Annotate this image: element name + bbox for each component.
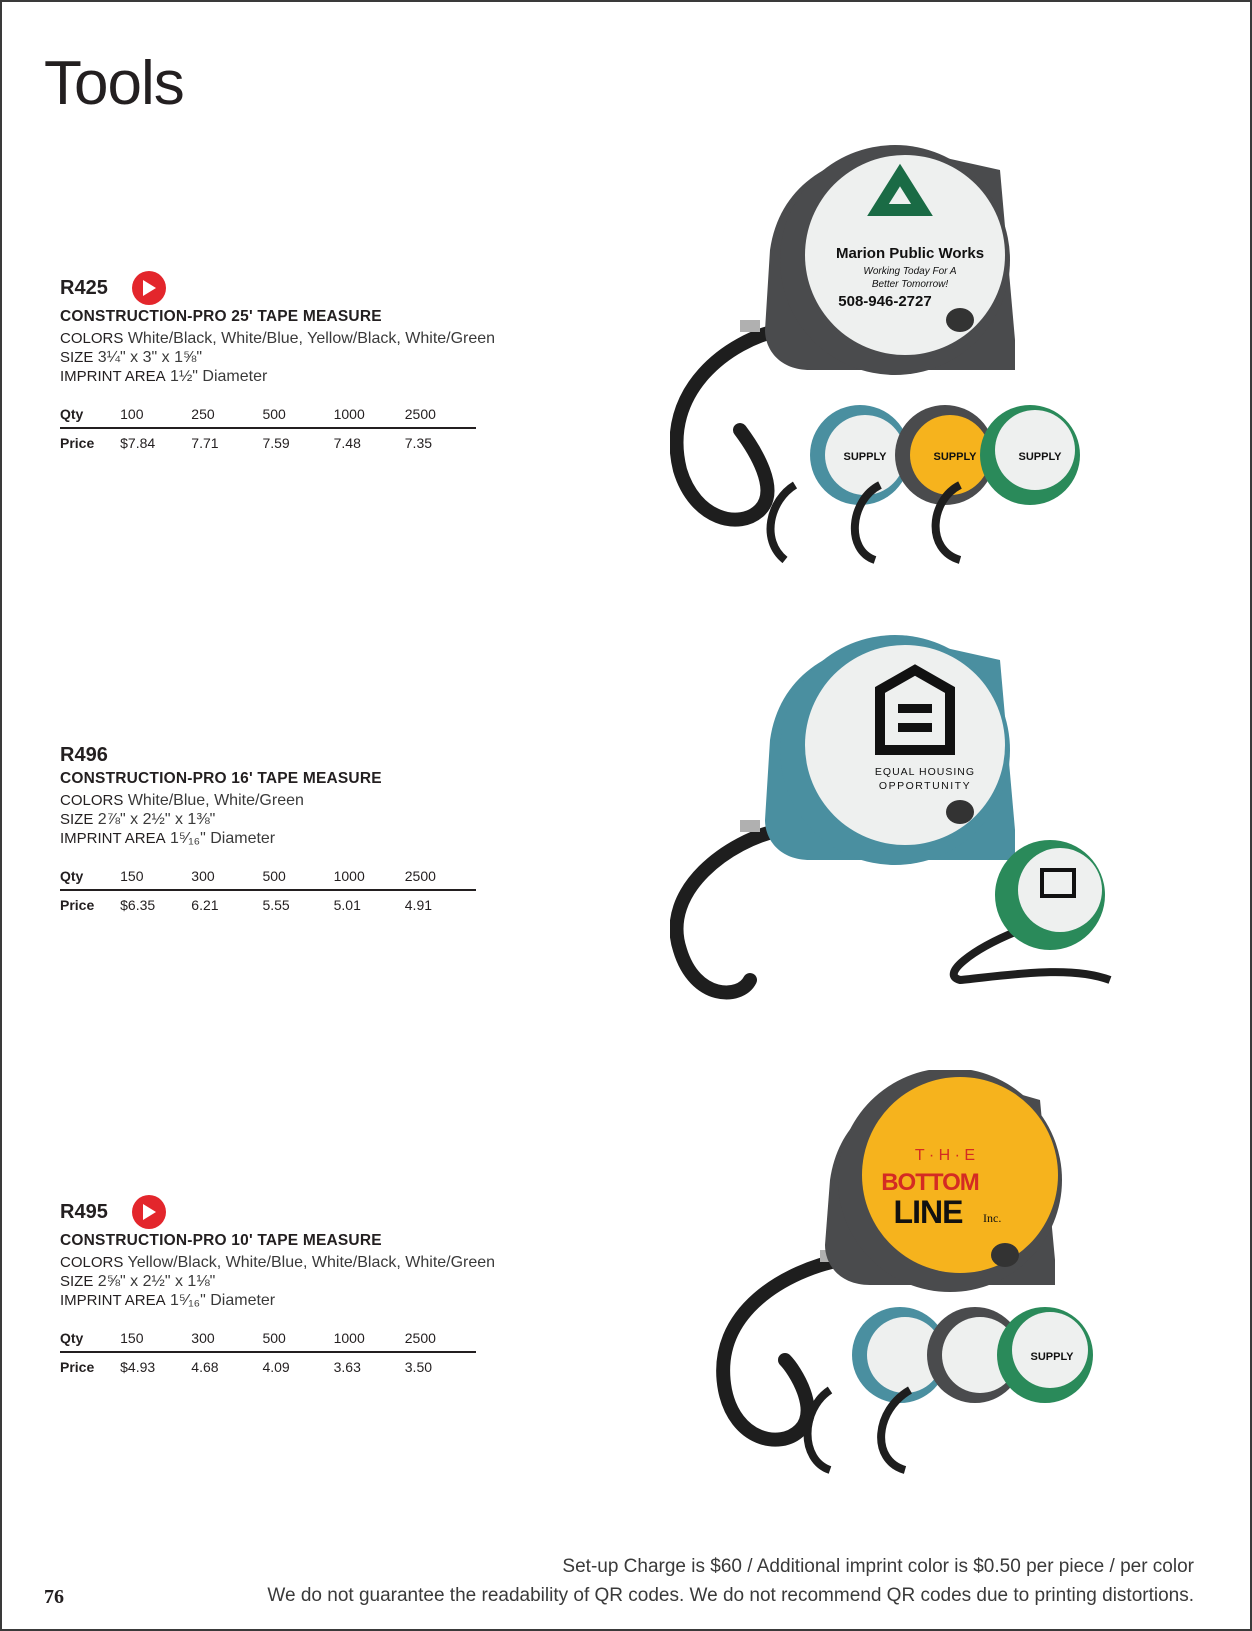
qty-cell: 500 [262,862,333,890]
price-cell: $4.93 [120,1358,156,1375]
footer-qr-disclaimer: We do not guarantee the readability of QR codes. We do not recommend QR codes due to printing distortions. [267,1585,1194,1606]
price-table [60,862,476,918]
price-cell: 5.55 [262,896,290,913]
imprint-inc: Inc. [983,1211,1002,1225]
product-r495 [60,1194,620,1380]
tape-measure-r425-photo [670,140,1140,590]
product-imprint-area: IMPRINT AREA 1½" Diameter [60,368,268,385]
imprint-phone: 508-946-2727 [838,293,932,310]
small-logo-text: SUPPLY [843,451,887,463]
product-r496 [60,742,620,918]
qty-cell: 250 [191,400,262,428]
price-cell: 5.01 [333,896,361,913]
qty-cell: 1000 [334,1324,405,1352]
qty-cell: 300 [191,1324,262,1352]
qty-cell: 2500 [405,400,476,428]
price-cell: 3.50 [404,1358,433,1375]
tape-variant-green [997,1307,1093,1403]
price-cell: 4.91 [404,896,433,913]
qty-cell: 300 [191,862,262,890]
qty-cell: 2500 [405,1324,476,1352]
product-sku: R495 [60,1200,108,1223]
price-cell: $6.35 [120,896,156,913]
product-size: SIZE 2⅞" x 2½" x 1⅜" [60,811,216,828]
qty-cell: 1000 [334,862,405,890]
imprint-line2: OPPORTUNITY [878,780,972,792]
product-colors: COLORS Yellow/Black, White/Blue, White/Black, White/Green [60,1254,496,1271]
price-table [60,400,476,456]
product-size: SIZE 2⅝" x 2½" x 1⅛" [60,1273,216,1290]
qty-cell: 100 [120,400,191,428]
qty-label: Qty [60,400,120,428]
product-sku: R496 [60,743,108,766]
price-cell: 6.21 [191,896,219,913]
price-label: Price [60,1358,95,1375]
product-colors: COLORS White/Blue, White/Green [60,792,304,809]
play-video-icon[interactable] [132,271,166,305]
tape-variant-green [954,840,1110,980]
qty-label: Qty [60,862,120,890]
qty-cell: 150 [120,862,191,890]
tape-variant-blue [771,405,910,560]
qty-cell: 1000 [334,400,405,428]
price-row [60,428,476,456]
qty-cell: 2500 [405,862,476,890]
price-cell: 4.68 [191,1358,219,1375]
page-number: 76 [44,1586,64,1608]
product-sku: R425 [60,276,108,299]
product-imprint-area: IMPRINT AREA 1⁵⁄₁₆" Diameter [60,830,276,847]
small-logo-text: SUPPLY [1030,1351,1074,1363]
page-title: Tools [44,49,184,118]
product-r425 [60,270,620,456]
price-cell: $7.84 [120,434,156,451]
qty-row [60,400,476,428]
tape-measure-r495-photo [700,1070,1150,1490]
price-cell: 7.35 [404,434,433,451]
price-label: Price [60,896,95,913]
imprint-org: Marion Public Works [835,245,985,262]
qty-cell: 500 [262,400,333,428]
imprint-bottom: BOTTOM [881,1169,979,1196]
price-cell: 7.71 [191,434,219,451]
qty-row [60,1324,476,1352]
price-cell: 7.59 [262,434,290,451]
product-name: CONSTRUCTION-PRO 25' TAPE MEASURE [60,308,382,325]
product-colors: COLORS White/Black, White/Blue, Yellow/Black, White/Green [60,330,496,347]
product-name: CONSTRUCTION-PRO 10' TAPE MEASURE [60,1232,382,1249]
product-imprint-area: IMPRINT AREA 1⁵⁄₁₆" Diameter [60,1292,276,1309]
imprint-tagline1: Working Today For A [863,266,957,277]
price-row [60,890,476,918]
product-name: CONSTRUCTION-PRO 16' TAPE MEASURE [60,770,382,787]
small-logo-text: SUPPLY [1018,451,1062,463]
imprint-line1: EQUAL HOUSING [874,766,976,778]
imprint-the: T · H · E [914,1147,976,1164]
product-size: SIZE 3¼" x 3" x 1⅝" [60,349,202,366]
qty-label: Qty [60,1324,120,1352]
price-cell: 3.63 [333,1358,361,1375]
small-logo-text: SUPPLY [933,451,977,463]
price-table [60,1324,476,1380]
price-cell: 4.09 [262,1358,290,1375]
imprint-tagline2: Better Tomorrow! [871,279,949,290]
play-video-icon[interactable] [132,1195,166,1229]
footer-setup-charge: Set-up Charge is $60 / Additional imprint color is $0.50 per piece / per color [562,1556,1194,1577]
price-cell: 7.48 [333,434,361,451]
tape-measure-r496-photo [670,630,1160,1030]
qty-cell: 150 [120,1324,191,1352]
price-label: Price [60,434,95,451]
price-row [60,1352,476,1380]
tape-variant-blue [808,1307,949,1470]
qty-cell: 500 [262,1324,333,1352]
qty-row [60,862,476,890]
imprint-line: LINE [893,1194,963,1230]
